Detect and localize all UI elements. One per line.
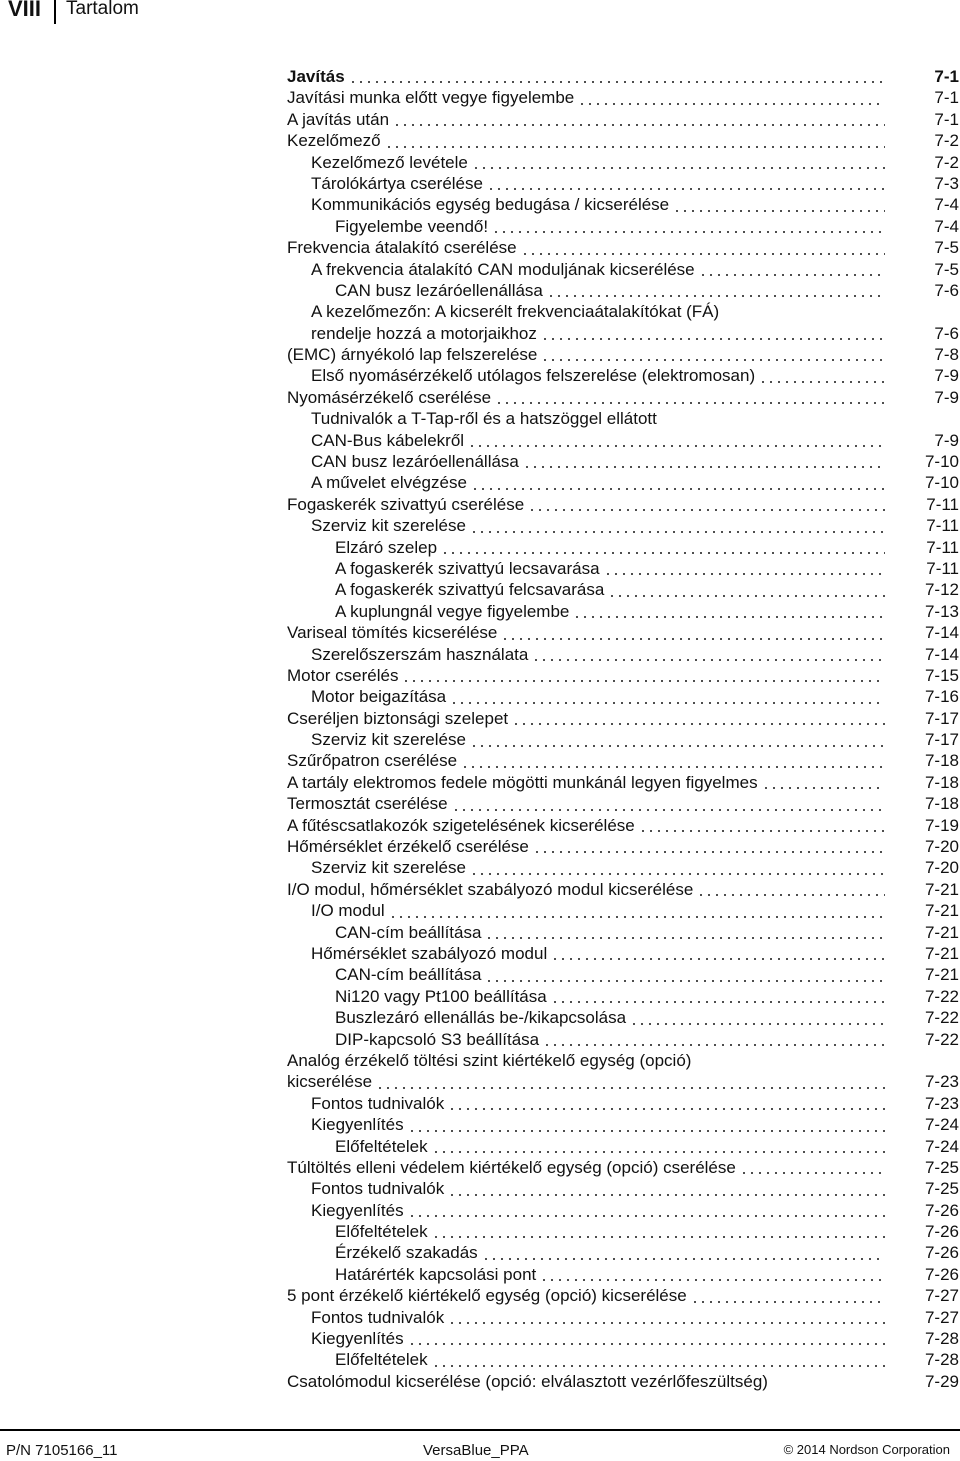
toc-entry[interactable] bbox=[287, 900, 959, 921]
dot-leader bbox=[501, 622, 885, 643]
toc-entry-title: Érzékelő szakadás bbox=[335, 1243, 478, 1263]
toc-page-number: 7-11 bbox=[926, 558, 959, 578]
dot-leader bbox=[759, 365, 885, 386]
toc-entry-title: A fogaskerék szivattyú felcsavarása bbox=[335, 580, 605, 600]
toc-entry-title: Elzáró szelep bbox=[335, 537, 438, 557]
toc-entry-title: Fontos tudnivalók bbox=[311, 1307, 445, 1327]
dot-leader bbox=[471, 472, 885, 493]
dot-leader bbox=[691, 1285, 885, 1306]
toc-entry[interactable] bbox=[287, 772, 959, 793]
toc-page-number: 7-10 bbox=[924, 473, 959, 493]
toc-page-number: 7-20 bbox=[924, 837, 959, 857]
dot-leader bbox=[528, 494, 885, 515]
dot-leader bbox=[523, 451, 885, 472]
dot-leader bbox=[452, 793, 885, 814]
toc-page-number: 7-28 bbox=[924, 1350, 959, 1370]
toc-entry-title: A javítás után bbox=[287, 109, 390, 129]
toc-entry-title: Előfeltételek bbox=[335, 1350, 428, 1370]
toc-entry[interactable] bbox=[287, 301, 959, 344]
toc-page-number: 7-26 bbox=[924, 1243, 959, 1263]
toc-page-number: 7-1 bbox=[934, 109, 959, 129]
toc-entry-title: Előfeltételek bbox=[335, 1136, 428, 1156]
toc-entry-title: 5 pont érzékelő kiértékelő egység (opció) kicserélése bbox=[287, 1286, 687, 1306]
dot-leader bbox=[495, 387, 885, 408]
toc-page-number: 7-4 bbox=[934, 216, 959, 236]
toc-entry[interactable] bbox=[287, 1242, 959, 1263]
toc-entry[interactable] bbox=[287, 408, 959, 451]
toc-page-number: 7-5 bbox=[934, 259, 959, 279]
dot-leader bbox=[408, 1200, 885, 1221]
dot-leader bbox=[543, 1029, 885, 1050]
toc-entry[interactable] bbox=[287, 66, 959, 87]
toc-entry[interactable] bbox=[287, 1007, 959, 1028]
toc-entry-title: Javítás bbox=[287, 66, 345, 86]
toc-entry-title: Fogaskerék szivattyú cserélése bbox=[287, 494, 525, 514]
toc-entry-title: A kuplungnál vegye figyelembe bbox=[335, 601, 570, 621]
dot-leader bbox=[551, 943, 885, 964]
toc-entry[interactable] bbox=[287, 857, 959, 878]
toc-entry[interactable] bbox=[287, 387, 959, 408]
dot-leader bbox=[408, 1328, 885, 1349]
dot-leader bbox=[521, 237, 885, 258]
toc-entry-title: CAN busz lezáróellenállása bbox=[311, 452, 519, 472]
toc-entry[interactable] bbox=[287, 194, 959, 215]
toc-entry-title-cont: rendelje hozzá a motorjaikhoz bbox=[311, 323, 537, 343]
toc-page-number: 7-8 bbox=[934, 345, 959, 365]
toc-entry-title: Szerviz kit szerelése bbox=[311, 516, 466, 536]
toc-page-number: 7-24 bbox=[924, 1136, 959, 1156]
dot-leader bbox=[389, 900, 885, 921]
toc-page-number: 7-13 bbox=[924, 601, 959, 621]
dot-leader bbox=[699, 259, 885, 280]
toc-entry[interactable] bbox=[287, 793, 959, 814]
toc-page-number: 7-21 bbox=[924, 944, 959, 963]
toc-page-number: 7-25 bbox=[924, 1157, 959, 1177]
dot-leader bbox=[485, 964, 885, 985]
dot-leader bbox=[541, 344, 885, 365]
toc-page-number: 7-17 bbox=[924, 730, 959, 750]
toc-entry-title: CAN-cím beállítása bbox=[335, 922, 482, 942]
dot-leader bbox=[541, 323, 885, 344]
dot-leader bbox=[512, 708, 885, 729]
toc-page-number: 7-18 bbox=[924, 751, 959, 771]
dot-leader bbox=[551, 986, 885, 1007]
toc-entry[interactable] bbox=[287, 472, 959, 493]
toc-page-number: 7-19 bbox=[924, 815, 959, 835]
dot-leader bbox=[547, 280, 885, 301]
toc-entry[interactable] bbox=[287, 1050, 959, 1093]
toc-page-number: 7-23 bbox=[924, 1093, 959, 1113]
toc-entry-title: Kezelőmező bbox=[287, 131, 381, 151]
toc-entry-title: Kiegyenlítés bbox=[311, 1200, 404, 1220]
toc-page-number: 7-26 bbox=[924, 1264, 959, 1284]
toc-page-number: 7-9 bbox=[934, 430, 959, 450]
toc-page-number: 7-24 bbox=[924, 1115, 959, 1135]
toc-page-number: 7-12 bbox=[924, 580, 959, 600]
product-name: VersaBlue_PPA bbox=[423, 1442, 529, 1459]
toc-entry[interactable] bbox=[287, 1114, 959, 1135]
toc-entry-title: Javítási munka előtt vegye figyelembe bbox=[287, 88, 575, 108]
toc-page-number: 7-14 bbox=[924, 623, 959, 643]
toc-entry[interactable] bbox=[287, 365, 959, 386]
toc-entry-title: Hőmérséklet érzékelő cserélése bbox=[287, 837, 529, 857]
toc-page-number: 7-17 bbox=[924, 708, 959, 728]
toc-entry[interactable] bbox=[287, 173, 959, 194]
toc-page-number: 7-22 bbox=[924, 1029, 959, 1049]
dot-leader bbox=[461, 751, 885, 772]
toc-page-number: 7-22 bbox=[924, 1008, 959, 1028]
toc-page-number: 7-27 bbox=[924, 1286, 959, 1306]
toc-entry-title: CAN busz lezáróellenállása bbox=[335, 280, 543, 300]
dot-leader bbox=[468, 430, 885, 451]
toc-entry-title: Kommunikációs egység bedugása / kicserélése bbox=[311, 195, 670, 215]
toc-entry[interactable] bbox=[287, 986, 959, 1007]
toc-entry-title: Tudnivalók a T-Tap-ről és a hatszöggel ellátott bbox=[311, 409, 657, 429]
dot-leader bbox=[472, 152, 885, 173]
toc-entry[interactable] bbox=[287, 644, 959, 665]
toc-page-number: 7-25 bbox=[924, 1179, 959, 1199]
toc-entry[interactable] bbox=[287, 622, 959, 643]
dot-leader bbox=[482, 1242, 885, 1263]
dot-leader bbox=[408, 1114, 885, 1135]
toc-page-number: 7-3 bbox=[934, 173, 959, 193]
toc-entry-title: CAN-cím beállítása bbox=[335, 965, 482, 985]
dot-leader bbox=[470, 729, 885, 750]
toc-entry[interactable] bbox=[287, 1221, 959, 1242]
toc-entry[interactable] bbox=[287, 515, 959, 536]
toc-page-number: 7-6 bbox=[934, 323, 959, 343]
dot-leader bbox=[385, 130, 885, 151]
dot-leader bbox=[740, 1157, 885, 1178]
toc-entry[interactable] bbox=[287, 1328, 959, 1349]
toc-entry[interactable] bbox=[287, 87, 959, 108]
toc-entry[interactable] bbox=[287, 1264, 959, 1285]
toc-page-number: 7-22 bbox=[924, 986, 959, 1006]
toc-page-number: 7-18 bbox=[924, 794, 959, 814]
dot-leader bbox=[448, 1178, 885, 1199]
dot-leader bbox=[532, 644, 885, 665]
toc-entry[interactable] bbox=[287, 216, 959, 237]
toc-entry[interactable] bbox=[287, 836, 959, 857]
copyright-notice: © 2014 Nordson Corporation bbox=[783, 1442, 950, 1457]
dot-leader bbox=[573, 601, 885, 622]
toc-entry[interactable] bbox=[287, 1307, 959, 1328]
page-header bbox=[0, 0, 960, 32]
toc-entry-title: A kezelőmezőn: A kicserélt frekvenciaátalakítókat (FÁ) bbox=[311, 302, 720, 322]
page-number: VIII bbox=[8, 0, 42, 21]
toc-entry[interactable] bbox=[287, 1136, 959, 1157]
toc-entry-title: A művelet elvégzése bbox=[311, 473, 467, 493]
toc-entry-title: DIP-kapcsoló S3 beállítása bbox=[335, 1029, 540, 1049]
toc-page-number: 7-26 bbox=[924, 1200, 959, 1220]
dot-leader bbox=[697, 879, 885, 900]
toc-entry[interactable] bbox=[287, 751, 959, 772]
toc-page-number: 7-11 bbox=[926, 537, 959, 557]
toc-entry[interactable] bbox=[287, 708, 959, 729]
toc-entry[interactable] bbox=[287, 558, 959, 579]
toc-entry-title: Csatolómodul kicserélése (opció: elválasztott vezérlőfeszültség) bbox=[287, 1371, 768, 1391]
toc-page-number: 7-10 bbox=[924, 452, 959, 472]
toc-page-number: 7-5 bbox=[934, 238, 959, 258]
dot-leader bbox=[448, 1093, 885, 1114]
dot-leader bbox=[492, 216, 885, 237]
toc-entry-title: Hőmérséklet szabályozó modul bbox=[311, 944, 548, 963]
toc-entry-title: Cseréljen biztonsági szelepet bbox=[287, 708, 509, 728]
toc-entry[interactable] bbox=[287, 344, 959, 365]
toc-entry[interactable] bbox=[287, 922, 959, 943]
toc-entry[interactable] bbox=[287, 259, 959, 280]
toc-page-number: 7-9 bbox=[934, 387, 959, 407]
toc-entry[interactable] bbox=[287, 280, 959, 301]
dot-leader bbox=[533, 836, 885, 857]
dot-leader bbox=[349, 66, 885, 87]
toc-entry[interactable] bbox=[287, 109, 959, 130]
dot-leader bbox=[540, 1264, 885, 1285]
toc-entry[interactable] bbox=[287, 1029, 959, 1050]
toc-entry[interactable] bbox=[287, 1371, 959, 1392]
toc-page-number: 7-14 bbox=[924, 644, 959, 664]
toc-page-number: 7-20 bbox=[924, 858, 959, 878]
toc-entry[interactable] bbox=[287, 601, 959, 622]
toc-entry-title: Ni120 vagy Pt100 beállítása bbox=[335, 986, 547, 1006]
toc-entry[interactable] bbox=[287, 686, 959, 707]
toc-entry-title: Analóg érzékelő töltési szint kiértékelő egység (opció) bbox=[287, 1050, 692, 1070]
dot-leader bbox=[432, 1349, 885, 1370]
toc-entry[interactable] bbox=[287, 815, 959, 836]
toc-entry[interactable] bbox=[287, 665, 959, 686]
toc-page-number: 7-28 bbox=[924, 1329, 959, 1349]
toc-entry-title: I/O modul bbox=[311, 901, 385, 921]
dot-leader bbox=[470, 515, 885, 536]
toc-entry-title-cont: kicserélése bbox=[287, 1072, 373, 1092]
toc-entry-title: Motor beigazítása bbox=[311, 687, 447, 707]
dot-leader bbox=[630, 1007, 885, 1028]
toc-page-number: 7-11 bbox=[926, 516, 959, 536]
toc-entry-title: Előfeltételek bbox=[335, 1222, 428, 1242]
toc-entry-title: Buszlezáró ellenállás be-/kikapcsolása bbox=[335, 1008, 627, 1028]
toc-entry-title: Motor cserélés bbox=[287, 665, 399, 685]
toc-entry-title: I/O modul, hőmérséklet szabályozó modul kicserélése bbox=[287, 879, 694, 899]
toc-entry[interactable] bbox=[287, 451, 959, 472]
toc-page-number: 7-21 bbox=[924, 922, 959, 942]
toc-entry-title: Kezelőmező levétele bbox=[311, 152, 468, 172]
toc-entry-title: Nyomásérzékelő cserélése bbox=[287, 387, 492, 407]
dot-leader bbox=[487, 173, 885, 194]
toc-entry[interactable] bbox=[287, 494, 959, 515]
toc-entry[interactable] bbox=[287, 537, 959, 558]
dot-leader bbox=[639, 815, 885, 836]
toc-entry[interactable] bbox=[287, 1349, 959, 1370]
toc-entry-title: Kiegyenlítés bbox=[311, 1115, 404, 1135]
dot-leader bbox=[432, 1221, 885, 1242]
dot-leader bbox=[376, 1071, 885, 1092]
dot-leader bbox=[450, 686, 885, 707]
toc-entry-title: Szerelőszerszám használata bbox=[311, 644, 529, 664]
toc-page-number: 7-2 bbox=[934, 131, 959, 151]
toc-entry[interactable] bbox=[287, 152, 959, 173]
toc-entry[interactable] bbox=[287, 943, 959, 964]
dot-leader bbox=[448, 1307, 885, 1328]
toc-entry-title: Túltöltés elleni védelem kiértékelő egység (opció) cserélése bbox=[287, 1157, 736, 1177]
toc-entry[interactable] bbox=[287, 964, 959, 985]
toc-entry[interactable] bbox=[287, 1093, 959, 1114]
page-title: Tartalom bbox=[66, 0, 139, 19]
toc-entry-title: A fogaskerék szivattyú lecsavarása bbox=[335, 558, 600, 578]
toc-entry[interactable] bbox=[287, 130, 959, 151]
footer-rule bbox=[0, 1429, 960, 1431]
dot-leader bbox=[441, 537, 885, 558]
toc-page-number: 7-18 bbox=[924, 772, 959, 792]
toc-page-number: 7-21 bbox=[924, 879, 959, 899]
toc-entry[interactable] bbox=[287, 879, 959, 900]
toc-entry-title: Variseal tömítés kicserélése bbox=[287, 623, 498, 643]
toc-page-number: 7-4 bbox=[934, 195, 959, 215]
toc-page-number: 7-26 bbox=[924, 1222, 959, 1242]
toc-page-number: 7-2 bbox=[934, 152, 959, 172]
toc-entry[interactable] bbox=[287, 579, 959, 600]
toc-entry-title: Első nyomásérzékelő utólagos felszerelése (elektromosan) bbox=[311, 366, 756, 386]
toc-entry-title: Szűrőpatron cserélése bbox=[287, 751, 458, 771]
dot-leader bbox=[470, 857, 885, 878]
toc-entry[interactable] bbox=[287, 1157, 959, 1178]
dot-leader bbox=[402, 665, 885, 686]
toc-page-number: 7-1 bbox=[934, 66, 959, 86]
toc-entry-title: Szerviz kit szerelése bbox=[311, 858, 466, 878]
toc-entry-title: Kiegyenlítés bbox=[311, 1329, 404, 1349]
toc-page-number: 7-11 bbox=[926, 494, 959, 514]
header-separator bbox=[54, 0, 56, 24]
part-number: P/N 7105166_11 bbox=[6, 1442, 118, 1459]
toc-page-number: 7-6 bbox=[934, 280, 959, 300]
toc-entry[interactable] bbox=[287, 729, 959, 750]
toc-entry-title: Frekvencia átalakító cserélése bbox=[287, 238, 517, 258]
toc-page-number: 7-21 bbox=[924, 965, 959, 985]
dot-leader bbox=[432, 1136, 885, 1157]
toc-entry-title: Tárolókártya cserélése bbox=[311, 173, 483, 193]
toc-entry-title: Fontos tudnivalók bbox=[311, 1093, 445, 1113]
toc-page-number: 7-9 bbox=[934, 366, 959, 386]
toc-entry-title: Szerviz kit szerelése bbox=[311, 730, 466, 750]
dot-leader bbox=[604, 558, 885, 579]
toc-entry-title: Figyelembe veendő! bbox=[335, 216, 489, 236]
toc-entry-title: Termosztát cserélése bbox=[287, 794, 448, 814]
dot-leader bbox=[608, 579, 885, 600]
toc-entry-title-cont: CAN-Bus kábelekről bbox=[311, 430, 465, 450]
toc-page-number: 7-27 bbox=[924, 1307, 959, 1327]
toc-entry-title: A fűtéscsatlakozók szigetelésének kicserélése bbox=[287, 815, 635, 835]
dot-leader bbox=[578, 87, 885, 108]
toc-entry-title: A frekvencia átalakító CAN moduljának kicserélése bbox=[311, 259, 695, 279]
toc-entry-title: Határérték kapcsolási pont bbox=[335, 1264, 537, 1284]
toc-entry-title: (EMC) árnyékoló lap felszerelése bbox=[287, 345, 538, 365]
toc-page-number: 7-16 bbox=[924, 687, 959, 707]
toc-page-number: 7-21 bbox=[924, 901, 959, 921]
toc-entry-title: Fontos tudnivalók bbox=[311, 1179, 445, 1199]
toc-entry-title: A tartály elektromos fedele mögötti munkánál legyen figyelmes bbox=[287, 772, 758, 792]
dot-leader bbox=[485, 922, 885, 943]
dot-leader bbox=[762, 772, 885, 793]
table-of-contents bbox=[287, 66, 959, 1392]
dot-leader bbox=[393, 109, 885, 130]
toc-page-number: 7-1 bbox=[934, 88, 959, 108]
toc-page-number: 7-15 bbox=[924, 665, 959, 685]
toc-page-number: 7-29 bbox=[924, 1371, 959, 1391]
toc-entry[interactable] bbox=[287, 1178, 959, 1199]
toc-entry[interactable] bbox=[287, 237, 959, 258]
toc-entry[interactable] bbox=[287, 1200, 959, 1221]
toc-page-number: 7-23 bbox=[924, 1072, 959, 1092]
toc-entry[interactable] bbox=[287, 1285, 959, 1306]
dot-leader bbox=[673, 194, 885, 215]
